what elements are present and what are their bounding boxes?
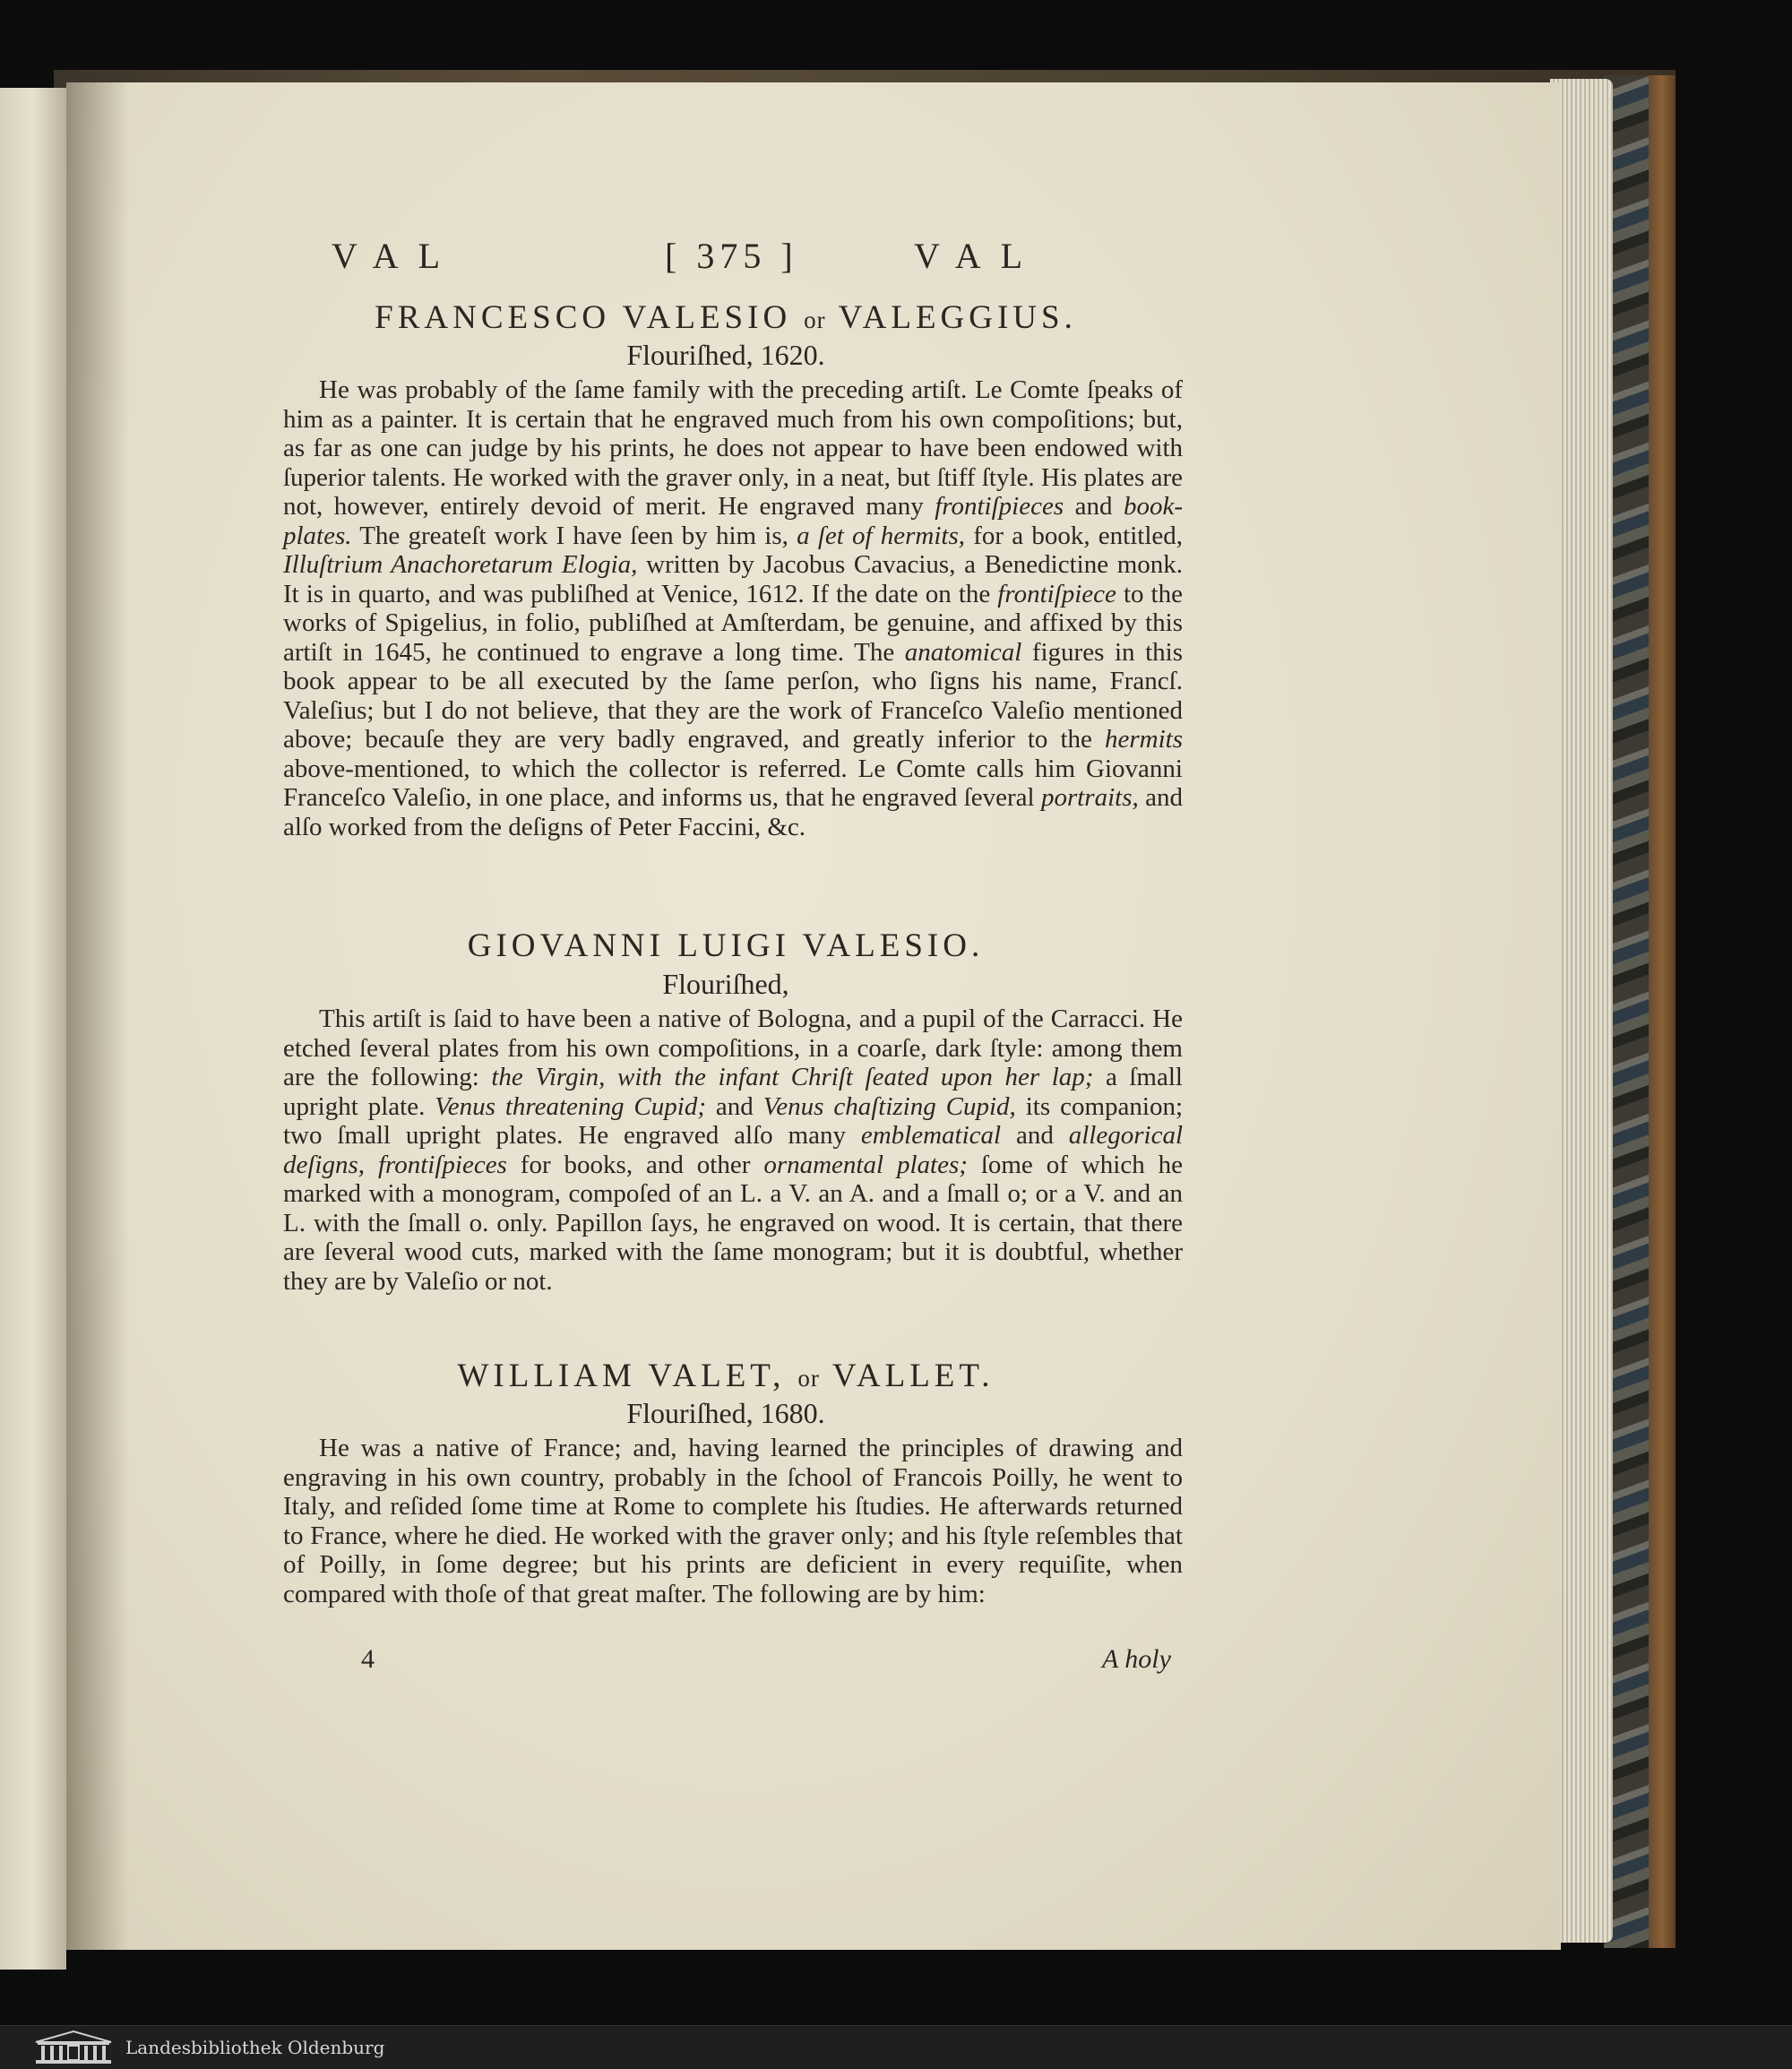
text-run: ſome of which he marked with a monogram, compoſed of an L. a V. an A. and a ſmall o; or a V. and an L. with the ſmall o. only. Papillon ſays, he engraved on wood. It is certain, that there are ſeveral wood cuts, marked with the ſame monogram; but it is doubtful, whether they are by Valeſio or not. (283, 1150, 1183, 1296)
catchword: A holy (1102, 1644, 1171, 1674)
text-run: a ſmall upright plate. (283, 1063, 1183, 1121)
entry-text-francesco-valesio (283, 375, 1183, 841)
text-run-italic: allegorical deſigns, frontiſpieces (283, 1121, 1184, 1179)
footer-bar (0, 2025, 1792, 2069)
entry-name: FRANCESCO VALESIO (375, 299, 792, 336)
text-run: and (1064, 492, 1124, 521)
text-run-italic: a ſet of hermits, (797, 521, 966, 550)
leather-spine-edge (1649, 75, 1676, 1948)
text-run: This artiſt is ſaid to have been a native of Bologna, and a pupil of the Carracci. He etched ſeveral plates from his own compoſitions, in a coarſe, dark ſtyle: among them are the following: (283, 1004, 1183, 1091)
gutter-shadow (66, 82, 129, 1950)
text-run-italic: Venus chaſtizing Cupid, (762, 1091, 1016, 1121)
entry-text-giovanni-luigi-valesio (283, 1004, 1183, 1296)
text-run: above-mentioned, to which the collector is referred. Le Comte calls him Giovanni Franceſco Valeſio, in one place, and informs us, that he engraved ſeveral (283, 754, 1183, 812)
text-run: and (1001, 1121, 1069, 1150)
text-run: to the works of Spigelius, in folio, publiſhed at Amſterdam, be genuine, and affixed by this artiſt in 1645, he continued to engrave a long time. The (283, 579, 1183, 667)
text-run-italic: anatomical (904, 637, 1022, 667)
entry-text-william-valet (283, 1434, 1183, 1608)
text-run-italic: emblematical (860, 1121, 1002, 1150)
entry-connector: or (797, 1365, 820, 1392)
text-run-italic: frontiſpieces (935, 492, 1064, 521)
entry-alias: VALEGGIUS. (838, 299, 1077, 336)
entry-connector: or (804, 306, 826, 333)
entry-flourished: Flouriſhed, (662, 968, 789, 1000)
entry-heading-giovanni-luigi-valesio (278, 927, 1174, 965)
text-run: He was a native of France; and, having learned the principles of drawing and engraving in his own country, probably in the ſchool of Francois Poilly, he went to Italy, and reſided ſome time at Rome to complete his ſtudies. He afterwards returned to France, where he died. He worked with the graver only; and his ſtyle reſembles that of Poilly, in ſome degree; but his prints are deficient in every requiſite, when compared with thoſe of that great maſter. The following are by him: (283, 1434, 1183, 1608)
running-head-left: VAL (332, 236, 461, 276)
signature-mark: 4 (361, 1644, 375, 1674)
page-number: [ 375 ] (665, 236, 798, 276)
entry-flourished: Flouriſhed, 1680. (626, 1397, 825, 1429)
text-run: and (705, 1091, 763, 1121)
text-run-italic: book-plates. (283, 492, 1183, 550)
entry-name: WILLIAM VALET, (457, 1358, 786, 1394)
text-run-italic: Illuſtrium Anachoretarum Elogia, (283, 550, 638, 579)
text-run: figures in this book appear to be all executed by the ſame perſon, who ſigns his name, Francſ. Valeſius; but I do not believe, that they are the work of Franceſco Valeſio mentioned above; becauſe they are very badly engraved, and greatly inferior to the (283, 637, 1183, 754)
text-run-italic: hermits (1105, 725, 1183, 754)
text-run-italic: portraits, (1040, 783, 1139, 812)
left-page-edge (0, 88, 66, 1970)
text-run: written by Jacobus Cavacius, a Benedictine monk. It is in quarto, and was publiſhed at Venice, 1612. If the date on the (283, 550, 1183, 608)
text-run-italic: frontiſpiece (997, 579, 1116, 608)
entry-name: GIOVANNI LUIGI VALESIO. (467, 927, 985, 964)
running-head (332, 235, 1075, 289)
entry-heading-francesco-valesio (278, 298, 1174, 337)
text-run-italic: ornamental plates; (763, 1150, 968, 1179)
entry-heading-william-valet (278, 1357, 1174, 1395)
running-head-right: VAL (914, 236, 1043, 276)
text-run-italic: the Virgin, with the infant Chriſt ſeated upon her lap; (491, 1063, 1094, 1091)
text-run: for books, and other (506, 1150, 764, 1179)
text-run: and alſo worked from the deſigns of Peter Faccini, &c. (283, 783, 1184, 841)
text-run: its companion; two ſmall upright plates. He engraved alſo many (283, 1091, 1183, 1150)
text-run: The greateſt work I have ſeen by him is, (351, 521, 797, 550)
entry-flourished: Flouriſhed, 1620. (626, 339, 825, 371)
library-building-icon (32, 2030, 115, 2065)
text-run: He was probably of the ſame family with the preceding artiſt. Le Comte ſpeaks of him as a painter. It is certain that he engraved much from his own compoſitions; but, as far as one can judge by his prints, he does not appear to have been endowed with ſuperior talents. He worked with the graver only, in a neat, but ſtiff ſtyle. His plates are not, however, entirely devoid of merit. He engraved many (283, 375, 1183, 521)
text-run: for a book, entitled, (965, 521, 1184, 550)
text-run-italic: Venus threatening Cupid; (435, 1091, 706, 1121)
library-name: Landesbibliothek Oldenburg (125, 2037, 385, 2058)
entry-alias: VALLET. (831, 1358, 995, 1394)
